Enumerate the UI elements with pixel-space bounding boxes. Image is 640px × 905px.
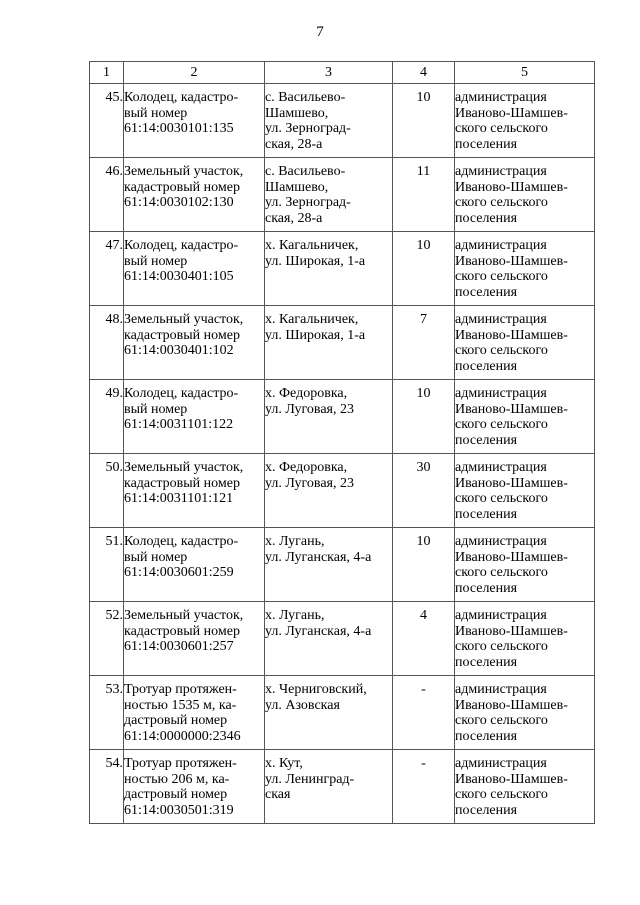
object-owner-line: поселения bbox=[455, 654, 518, 670]
object-owner-line: администрация bbox=[455, 238, 547, 253]
row-number: 49. bbox=[90, 380, 124, 454]
object-owner-line: администрация bbox=[455, 534, 547, 549]
object-name bbox=[124, 84, 265, 158]
object-name bbox=[124, 676, 265, 750]
object-owner-line: ского сельского bbox=[455, 343, 548, 358]
object-name-line: дастровый номер bbox=[124, 713, 228, 728]
object-address-line: ул. Ленинград- bbox=[265, 771, 355, 787]
object-address-line: х. Лугань, bbox=[265, 534, 325, 549]
object-address-line: х. Кут, bbox=[265, 756, 303, 771]
object-owner-line: Иваново-Шамшев- bbox=[455, 697, 568, 713]
object-owner bbox=[455, 232, 595, 306]
table-row bbox=[90, 158, 595, 232]
object-quantity: 4 bbox=[393, 602, 455, 676]
object-address-line: х. Черниговский, bbox=[265, 682, 367, 697]
object-owner-line: ского сельского bbox=[455, 565, 548, 580]
object-owner-line: Иваново-Шамшев- bbox=[455, 179, 568, 195]
object-name-line: кадастровый номер bbox=[124, 327, 240, 343]
page-number: 7 bbox=[316, 24, 324, 40]
object-owner-line: ского сельского bbox=[455, 121, 548, 136]
object-name-line: вый номер bbox=[124, 401, 188, 417]
column-header-2: 2 bbox=[124, 62, 265, 84]
object-name-line: Земельный участок, bbox=[124, 312, 244, 327]
object-quantity: - bbox=[393, 676, 455, 750]
object-owner-line: Иваново-Шамшев- bbox=[455, 771, 568, 787]
object-address-line: х. Федоровка, bbox=[265, 460, 348, 475]
column-header-1: 1 bbox=[90, 62, 124, 84]
object-address-line: х. Кагальничек, bbox=[265, 238, 359, 253]
object-name-line: 61:14:0030601:259 bbox=[124, 565, 234, 580]
object-name-line: Тротуар протяжен- bbox=[124, 756, 237, 771]
object-owner-line: Иваново-Шамшев- bbox=[455, 105, 568, 121]
object-name-line: 61:14:0030401:105 bbox=[124, 269, 234, 284]
object-address-line: ул. Зерноград- bbox=[265, 121, 351, 136]
object-owner-line: Иваново-Шамшев- bbox=[455, 549, 568, 565]
object-address-line: ул. Широкая, 1-а bbox=[265, 327, 366, 343]
object-owner-line: поселения bbox=[455, 506, 518, 522]
object-address-line: ул. Зерноград- bbox=[265, 195, 351, 210]
object-owner-line: Иваново-Шамшев- bbox=[455, 253, 568, 269]
object-name bbox=[124, 380, 265, 454]
object-address-line: х. Лугань, bbox=[265, 608, 325, 623]
object-owner-line: ского сельского bbox=[455, 491, 548, 506]
object-owner-line: ского сельского bbox=[455, 195, 548, 210]
object-name-line: вый номер bbox=[124, 253, 188, 269]
object-name-line: Земельный участок, bbox=[124, 164, 244, 179]
object-name-line: Земельный участок, bbox=[124, 460, 244, 475]
object-address-line: ул. Луганская, 4-а bbox=[265, 623, 372, 639]
object-owner-line: поселения bbox=[455, 210, 518, 226]
object-owner bbox=[455, 454, 595, 528]
object-address-line: х. Кагальничек, bbox=[265, 312, 359, 327]
object-owner-line: поселения bbox=[455, 136, 518, 152]
object-name-line: 61:14:0031101:121 bbox=[124, 491, 234, 506]
object-owner-line: поселения bbox=[455, 432, 518, 448]
object-quantity: 10 bbox=[393, 528, 455, 602]
object-address-line: с. Васильево- bbox=[265, 90, 346, 105]
object-name-line: Земельный участок, bbox=[124, 608, 244, 623]
object-name-line: 61:14:0031101:122 bbox=[124, 417, 234, 432]
object-name-line: Колодец, кадастро- bbox=[124, 386, 239, 401]
object-address-line: х. Федоровка, bbox=[265, 386, 348, 401]
object-name-line: Колодец, кадастро- bbox=[124, 238, 239, 253]
object-owner-line: Иваново-Шамшев- bbox=[455, 401, 568, 417]
object-name-line: 61:14:0030601:257 bbox=[124, 639, 234, 654]
object-owner-line: Иваново-Шамшев- bbox=[455, 475, 568, 491]
object-owner-line: поселения bbox=[455, 284, 518, 300]
object-owner bbox=[455, 158, 595, 232]
object-name bbox=[124, 232, 265, 306]
table-row bbox=[90, 602, 595, 676]
object-owner-line: ского сельского bbox=[455, 417, 548, 432]
object-owner-line: администрация bbox=[455, 756, 547, 771]
table-header-row bbox=[90, 62, 595, 84]
object-address bbox=[265, 158, 393, 232]
column-header-5: 5 bbox=[455, 62, 595, 84]
column-header-3: 3 bbox=[265, 62, 393, 84]
table-row bbox=[90, 232, 595, 306]
object-address bbox=[265, 380, 393, 454]
object-owner-line: ского сельского bbox=[455, 787, 548, 802]
object-address-line: Шамшево, bbox=[265, 179, 329, 195]
row-number: 46. bbox=[90, 158, 124, 232]
object-owner-line: поселения bbox=[455, 802, 518, 818]
table-row bbox=[90, 454, 595, 528]
object-address-line: ул. Луговая, 23 bbox=[265, 401, 354, 417]
object-owner bbox=[455, 602, 595, 676]
object-address-line: ул. Азовская bbox=[265, 697, 340, 713]
object-quantity: - bbox=[393, 750, 455, 824]
object-address bbox=[265, 232, 393, 306]
object-name bbox=[124, 750, 265, 824]
object-owner-line: поселения bbox=[455, 358, 518, 374]
object-name-line: кадастровый номер bbox=[124, 475, 240, 491]
row-number: 54. bbox=[90, 750, 124, 824]
object-name-line: ностью 1535 м, ка- bbox=[124, 697, 237, 713]
object-name bbox=[124, 306, 265, 380]
object-address-line: ская bbox=[265, 787, 291, 802]
object-address-line: ул. Луговая, 23 bbox=[265, 475, 354, 491]
object-address-line: ская, 28-а bbox=[265, 210, 323, 226]
object-name-line: вый номер bbox=[124, 549, 188, 565]
row-number: 47. bbox=[90, 232, 124, 306]
object-owner bbox=[455, 676, 595, 750]
object-name bbox=[124, 454, 265, 528]
object-address-line: ул. Луганская, 4-а bbox=[265, 549, 372, 565]
object-name bbox=[124, 528, 265, 602]
object-owner-line: ского сельского bbox=[455, 639, 548, 654]
object-owner-line: администрация bbox=[455, 460, 547, 475]
object-address-line: ская, 28-а bbox=[265, 136, 323, 152]
object-owner bbox=[455, 380, 595, 454]
object-owner-line: администрация bbox=[455, 312, 547, 327]
object-address bbox=[265, 84, 393, 158]
table-row bbox=[90, 380, 595, 454]
column-header-4: 4 bbox=[393, 62, 455, 84]
object-owner bbox=[455, 306, 595, 380]
object-name-line: кадастровый номер bbox=[124, 623, 240, 639]
object-name-line: кадастровый номер bbox=[124, 179, 240, 195]
object-owner-line: администрация bbox=[455, 90, 547, 105]
object-owner-line: администрация bbox=[455, 164, 547, 179]
object-owner-line: администрация bbox=[455, 682, 547, 697]
object-owner-line: Иваново-Шамшев- bbox=[455, 623, 568, 639]
object-owner-line: ского сельского bbox=[455, 713, 548, 728]
object-name bbox=[124, 158, 265, 232]
object-quantity: 7 bbox=[393, 306, 455, 380]
object-address bbox=[265, 750, 393, 824]
object-owner bbox=[455, 750, 595, 824]
object-name-line: дастровый номер bbox=[124, 787, 228, 802]
table-row bbox=[90, 528, 595, 602]
table-row bbox=[90, 84, 595, 158]
object-owner-line: поселения bbox=[455, 728, 518, 744]
object-name-line: вый номер bbox=[124, 105, 188, 121]
object-name-line: 61:14:0030401:102 bbox=[124, 343, 234, 358]
object-quantity: 11 bbox=[393, 158, 455, 232]
object-name-line: 61:14:0030501:319 bbox=[124, 802, 234, 818]
row-number: 50. bbox=[90, 454, 124, 528]
row-number: 45. bbox=[90, 84, 124, 158]
object-name-line: 61:14:0000000:2346 bbox=[124, 728, 241, 744]
object-quantity: 10 bbox=[393, 232, 455, 306]
object-name-line: Колодец, кадастро- bbox=[124, 90, 239, 105]
object-address-line: ул. Широкая, 1-а bbox=[265, 253, 366, 269]
object-owner-line: ского сельского bbox=[455, 269, 548, 284]
object-owner-line: администрация bbox=[455, 386, 547, 401]
object-owner-line: Иваново-Шамшев- bbox=[455, 327, 568, 343]
object-address bbox=[265, 306, 393, 380]
object-owner bbox=[455, 84, 595, 158]
row-number: 53. bbox=[90, 676, 124, 750]
object-quantity: 10 bbox=[393, 380, 455, 454]
object-address bbox=[265, 454, 393, 528]
table-row bbox=[90, 306, 595, 380]
object-quantity: 30 bbox=[393, 454, 455, 528]
object-name-line: Колодец, кадастро- bbox=[124, 534, 239, 549]
object-address bbox=[265, 528, 393, 602]
row-number: 48. bbox=[90, 306, 124, 380]
object-name-line: 61:14:0030102:130 bbox=[124, 195, 234, 210]
object-owner bbox=[455, 528, 595, 602]
table-row bbox=[90, 676, 595, 750]
property-table bbox=[89, 61, 595, 824]
object-quantity: 10 bbox=[393, 84, 455, 158]
row-number: 52. bbox=[90, 602, 124, 676]
object-name bbox=[124, 602, 265, 676]
object-owner-line: администрация bbox=[455, 608, 547, 623]
object-address-line: Шамшево, bbox=[265, 105, 329, 121]
row-number: 51. bbox=[90, 528, 124, 602]
object-name-line: Тротуар протяжен- bbox=[124, 682, 237, 697]
object-owner-line: поселения bbox=[455, 580, 518, 596]
object-name-line: 61:14:0030101:135 bbox=[124, 121, 234, 136]
table-body bbox=[90, 84, 595, 824]
object-address-line: с. Васильево- bbox=[265, 164, 346, 179]
table-row bbox=[90, 750, 595, 824]
object-name-line: ностью 206 м, ка- bbox=[124, 771, 230, 787]
object-address bbox=[265, 676, 393, 750]
object-address bbox=[265, 602, 393, 676]
